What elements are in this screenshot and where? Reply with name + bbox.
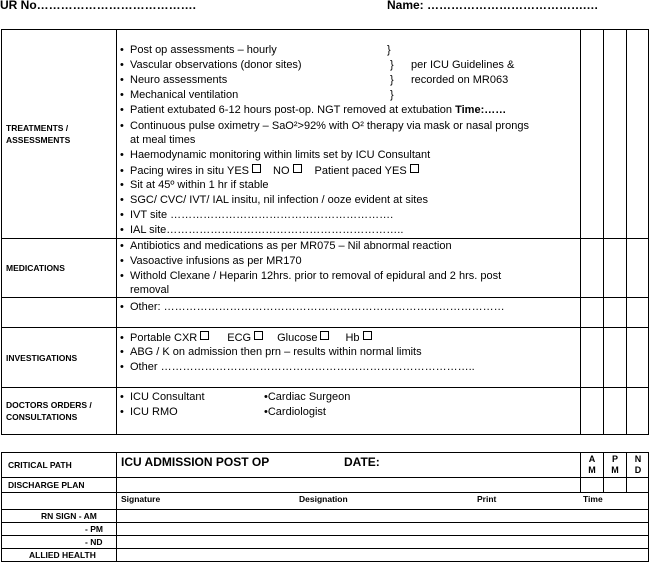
pm-column-divider <box>603 29 604 435</box>
antibiotics-item: • Antibiotics and medications as per MR075 – Nil abnormal reaction <box>120 240 452 252</box>
footer-label-divider <box>116 452 117 562</box>
footer-pm-divider <box>603 452 604 492</box>
medications-other-field[interactable]: • Other: ………………………………………………………………………………… <box>120 301 505 313</box>
footer-row-divider <box>1 477 649 478</box>
withold-item: • Withold Clexane / Heparin 12hrs. prior to removal of epidural and 2 hrs. post <box>120 270 502 282</box>
pacing-no-checkbox[interactable] <box>293 164 302 173</box>
brace: } <box>390 74 394 86</box>
signature-header: Signature <box>121 494 161 504</box>
post-op-item: • Post op assessments – hourly <box>120 44 277 56</box>
haemodynamic-item: • Haemodynamic monitoring within limits set by ICU Consultant <box>120 149 431 161</box>
footer-top-border <box>1 452 649 453</box>
mr063-note: recorded on MR063 <box>411 74 509 86</box>
am-header: A M <box>588 454 596 475</box>
abg-item: • ABG / K on admission then prn – results within normal limits <box>120 346 422 358</box>
icu-rmo-item: • ICU RMO <box>120 406 178 418</box>
sit-item: • Sit at 45º within 1 hr if stable <box>120 179 269 191</box>
table-top-border <box>1 29 649 30</box>
oximetry-item: • Continuous pulse oximetry – SaO²>92% with O² therapy via mask or nasal prongs <box>120 120 529 132</box>
rn-sign-am-label: RN SIGN - AM <box>41 511 97 521</box>
nd-column-divider <box>626 29 627 435</box>
footer-row-divider <box>1 492 649 493</box>
vasoactive-item: • Vasoactive infusions as per MR170 <box>120 255 302 267</box>
treatments-label: TREATMENTS / ASSESSMENTS <box>6 123 71 145</box>
vascular-item: • Vascular observations (donor sites) <box>120 59 302 71</box>
footer-nd-divider <box>626 452 627 492</box>
neuro-item: • Neuro assessments <box>120 74 228 86</box>
form-title: ICU ADMISSION POST OP <box>121 455 270 469</box>
row-divider <box>1 327 649 328</box>
cardiologist-item: •Cardiologist <box>264 406 326 418</box>
ur-number-field[interactable]: UR No…………………………………. <box>0 0 196 12</box>
label-column-divider <box>116 29 117 435</box>
pm-header: P M <box>611 454 619 475</box>
footer-right-border <box>648 452 649 562</box>
patient-paced-checkbox[interactable] <box>410 164 419 173</box>
nd-header: N D <box>634 454 642 475</box>
extubated-item: • Patient extubated 6-12 hours post-op. NGT removed at extubation Time:…… <box>120 104 507 116</box>
icu-consultant-item: • ICU Consultant <box>120 391 205 403</box>
investigations-checkboxes: • Portable CXR ECG Glucose Hb <box>120 331 372 345</box>
critical-path-label: CRITICAL PATH <box>8 460 72 470</box>
discharge-plan-label: DISCHARGE PLAN <box>8 480 85 490</box>
glucose-checkbox[interactable] <box>320 331 329 340</box>
row-divider <box>1 387 649 388</box>
row-divider <box>1 238 649 239</box>
table-left-border <box>1 29 2 435</box>
investigations-label: INVESTIGATIONS <box>6 353 78 363</box>
footer-row-divider <box>1 522 649 523</box>
table-right-border <box>648 29 649 435</box>
ecg-checkbox[interactable] <box>254 331 263 340</box>
oximetry-item-continued: at meal times <box>130 134 196 146</box>
footer-row-divider <box>1 509 649 510</box>
ventilation-item: • Mechanical ventilation <box>120 89 239 101</box>
footer-row-divider <box>1 535 649 536</box>
rn-sign-nd-label: - ND <box>85 537 103 547</box>
print-header: Print <box>477 494 497 504</box>
cxr-checkbox[interactable] <box>200 331 209 340</box>
sgc-item: • SGC/ CVC/ IVT/ IAL insitu, nil infection / ooze evident at sites <box>120 194 428 206</box>
investigations-other-field[interactable]: • Other ………………………………………………………………………….. <box>120 361 475 373</box>
designation-header: Designation <box>299 494 348 504</box>
icu-guidelines-note: per ICU Guidelines & <box>411 59 515 71</box>
rn-sign-pm-label: - PM <box>85 524 103 534</box>
pacing-item: • Pacing wires in situ YES NO Patient paced YES <box>120 164 419 178</box>
brace: } <box>390 89 394 101</box>
withold-item-continued: removal <box>130 284 170 296</box>
allied-health-label: ALLIED HEALTH <box>29 550 96 560</box>
table-bottom-border <box>1 434 649 435</box>
brace: } <box>390 59 394 71</box>
time-header: Time <box>583 494 603 504</box>
brace: } <box>387 44 391 56</box>
pacing-yes-checkbox[interactable] <box>252 164 261 173</box>
extubation-time-field[interactable]: Time:…… <box>455 104 507 116</box>
hb-checkbox[interactable] <box>363 331 372 340</box>
ivt-site-field[interactable]: • IVT site ……………………………………………………. <box>120 209 394 221</box>
cardiac-surgeon-item: •Cardiac Surgeon <box>264 391 351 403</box>
footer-left-border <box>1 452 2 562</box>
footer-row-divider <box>1 548 649 549</box>
ial-site-field[interactable]: • IAL site……………………………………………………….. <box>120 224 404 236</box>
date-field[interactable]: DATE: <box>344 455 380 469</box>
row-divider <box>1 297 649 298</box>
patient-name-field[interactable]: Name: ………………………………….… <box>387 0 599 12</box>
doctors-orders-label: DOCTORS ORDERS / CONSULTATIONS <box>6 400 92 422</box>
footer-am-divider <box>580 452 581 492</box>
medications-label: MEDICATIONS <box>6 263 65 273</box>
am-column-divider <box>580 29 581 435</box>
